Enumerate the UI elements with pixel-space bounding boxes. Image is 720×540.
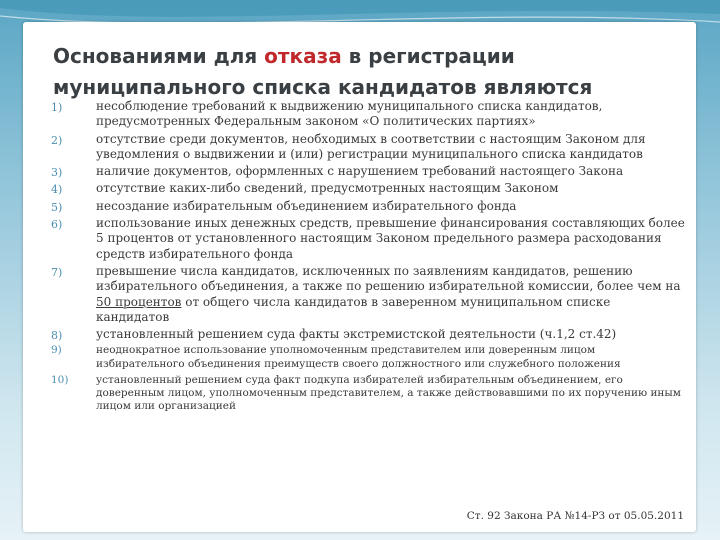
list-item bbox=[51, 181, 686, 196]
list-item-text: несоздание избирательным объединением избирательного фонда bbox=[96, 198, 517, 213]
list-item bbox=[51, 327, 686, 342]
list-item-number: 1) bbox=[51, 101, 63, 114]
list-item-text-before: превышение числа кандидатов, исключенных по заявлениям кандидатов, решению избирательного объединения, а также по решению избирательной комиссии, более чем на bbox=[96, 263, 681, 294]
list-item-text: отсутствие каких-либо сведений, предусмотренных настоящим Законом bbox=[96, 181, 559, 196]
list-item bbox=[51, 99, 686, 130]
list-item bbox=[51, 374, 686, 414]
list-item-text: несоблюдение требований к выдвижению муниципального списка кандидатов, предусмотренных Федеральным законом «О политических партиях» bbox=[96, 99, 603, 129]
list-item-text: использование иных денежных средств, превышение финансирования составляющих более 5 процентов от установленного настоящим Законом предельного размера расходования средств избирательного фонда bbox=[96, 216, 685, 261]
list-item bbox=[51, 344, 686, 370]
list-item-text bbox=[96, 264, 681, 324]
list-item-number: 3) bbox=[51, 166, 63, 180]
law-reference: Ст. 92 Закона РА №14-РЗ от 05.05.2011 bbox=[466, 510, 684, 522]
list-item bbox=[51, 132, 686, 163]
list-item-number: 6) bbox=[51, 218, 63, 232]
list-item-number: 9) bbox=[51, 344, 62, 357]
list-item-number: 2) bbox=[51, 133, 63, 147]
list-item-text: наличие документов, оформленных с нарушением требований настоящего Закона bbox=[96, 164, 624, 179]
list-item-text-after: от общего числа кандидатов в заверенном муниципальном списке кандидатов bbox=[96, 294, 611, 324]
list-item-number: 4) bbox=[51, 183, 63, 197]
list-item-text: отсутствие среди документов, необходимых в соответствии с настоящим Законом для уведомления о выдвижении и (или) регистрации муниципального списка кандидатов bbox=[96, 131, 646, 161]
underlined-percentage: 50 процентов bbox=[96, 294, 182, 309]
title-highlight: отказа bbox=[264, 44, 342, 68]
list-item-number: 8) bbox=[51, 329, 63, 343]
list-item-text: установленный решением суда факт подкупа избирателей избирательным объединением, его доверенным лицом, уполномоченным представителем, а также действовавшими по их поручению иным лицом или организацией bbox=[96, 373, 681, 413]
title-suffix: в регистрации муниципального списка кандидатов являются bbox=[53, 44, 593, 99]
list-item bbox=[51, 216, 686, 262]
list-item bbox=[51, 264, 686, 325]
slide-title bbox=[53, 41, 673, 103]
slide-panel bbox=[23, 22, 696, 532]
title-prefix: Основаниями для bbox=[53, 44, 265, 68]
list-item-number: 7) bbox=[51, 265, 63, 279]
list-item-number: 5) bbox=[51, 200, 63, 214]
list-item-text: неоднократное использование уполномоченным представителем или доверенным лицом избирательного объединения преимуществ своего должностного или служебного положения bbox=[96, 344, 621, 370]
list-item bbox=[51, 164, 686, 179]
grounds-list bbox=[51, 99, 686, 416]
list-item-text: установленный решением суда факты экстремистской деятельности (ч.1,2 ст.42) bbox=[96, 327, 617, 342]
list-item-number: 10) bbox=[51, 373, 69, 386]
list-item bbox=[51, 199, 686, 214]
